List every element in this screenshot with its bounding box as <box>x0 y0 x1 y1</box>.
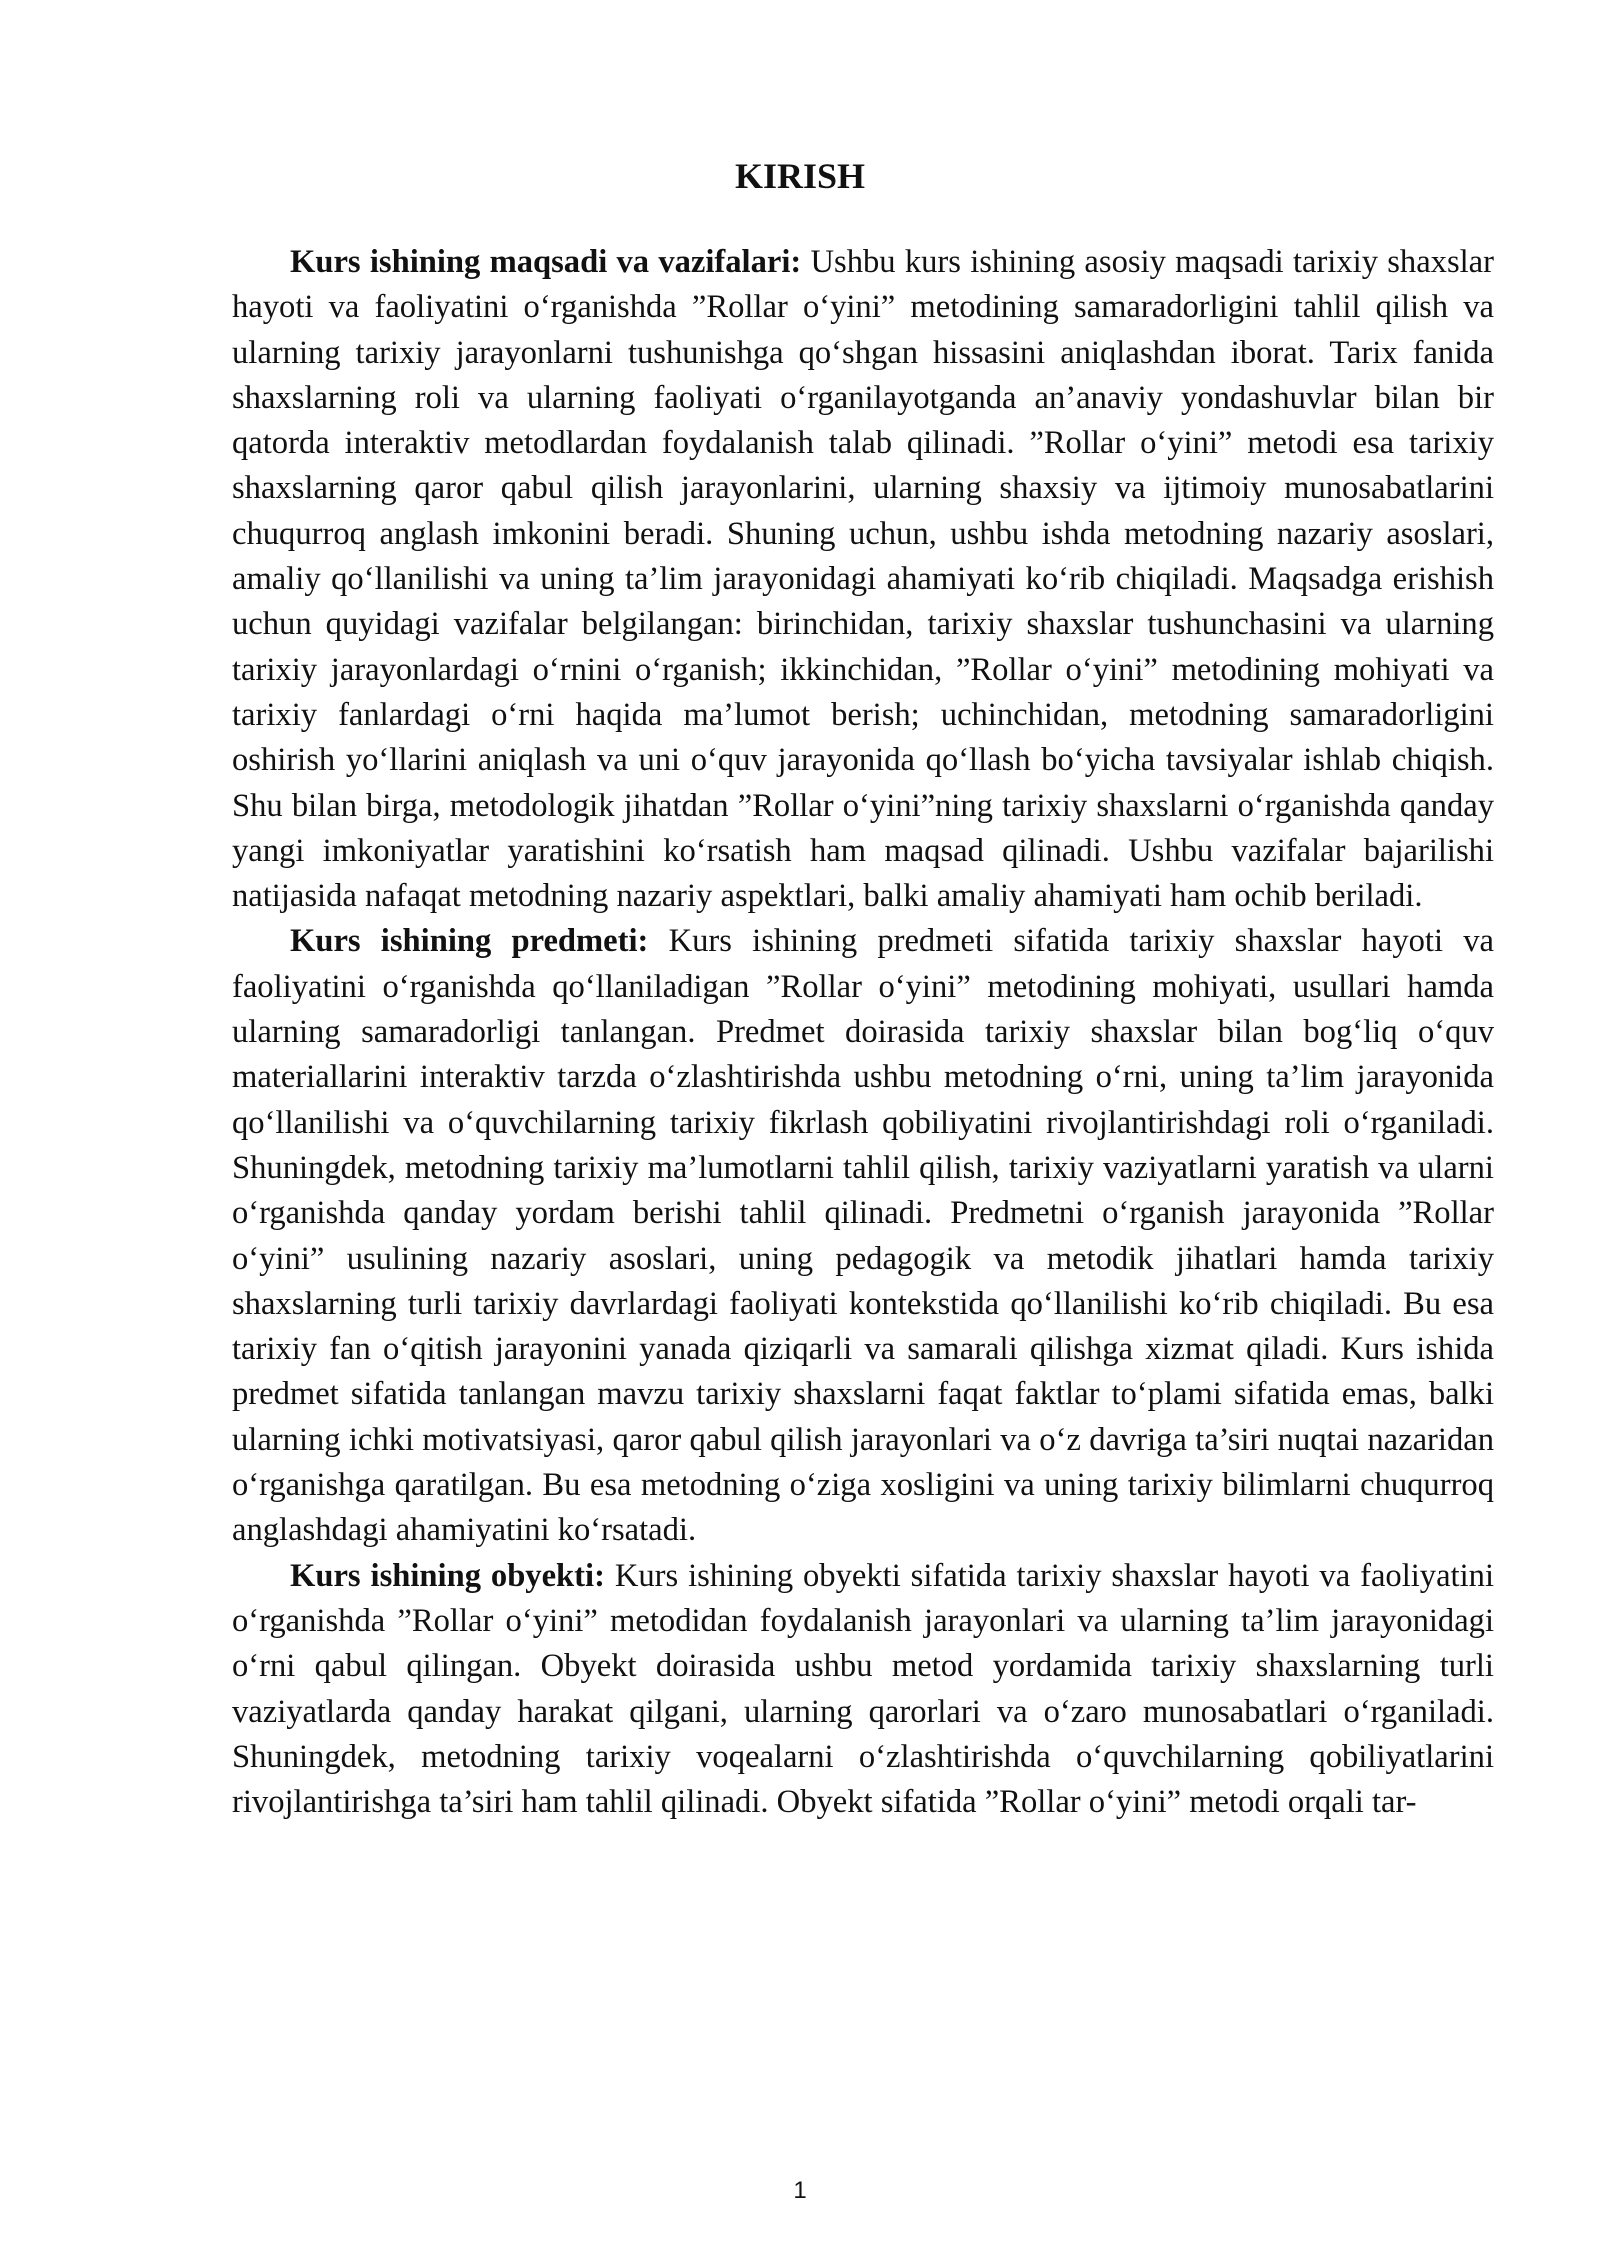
paragraph-lead: Kurs ishining maqsadi va vazifalari: <box>290 244 802 280</box>
paragraph-text: Kurs ishining obyekti sifatida tarixiy shaxslar hayoti va faoliyatini o‘rganishda ”Rollar o‘yini” metodidan foydalanish jarayonlari va ularning ta’lim jarayonidagi o‘rni qabul qilingan. Obyekt doirasida ushbu metod yordamida tarixiy shaxslarning turli vaziyatlarda qanday harakat qilgani, ularning qarorlari va o‘zaro munosabatlari o‘rganiladi. Shuningdek, metodning tarixiy voqealarni o‘zlashtirishda o‘quvchilarning qobiliyatlarini rivojlantirishga ta’siri ham tahlil qilinadi. Obyekt sifatida ”Rollar o‘yini” metodi orqali tar- <box>232 1557 1494 1821</box>
paragraph-obyekti <box>232 1554 1494 1826</box>
paragraph-text: Ushbu kurs ishining asosiy maqsadi tarixiy shaxslar hayoti va faoliyatini o‘rganishda ”Rollar o‘yini” metodining samaradorligini tahlil qilish va ularning tarixiy jarayonlarni tushunishga qo‘shgan hissasini aniqlashdan iborat. Tarix fanida shaxslarning roli va ularning faoliyati o‘rganilayotganda an’anaviy yondashuvlar bilan bir qatorda interaktiv metodlardan foydalanish talab qilinadi. ”Rollar o‘yini” metodi esa tarixiy shaxslarning qaror qabul qilish jarayonlarini, ularning shaxsiy va ijtimoiy munosabatlarini chuqurroq anglash imkonini beradi. Shuning uchun, ushbu ishda metodning nazariy asoslari, amaliy qo‘llanilishi va uning ta’lim jarayonidagi ahamiyati ko‘rib chiqiladi. Maqsadga erishish uchun quyidagi vazifalar belgilangan: birinchidan, tarixiy shaxslar tushunchasini va ularning tarixiy jarayonlardagi o‘rnini o‘rganish; ikkinchidan, ”Rollar o‘yini” metodining mohiyati va tarixiy fanlardagi o‘rni haqida ma’lumot berish; uchinchidan, metodning samaradorligini oshirish yo‘llarini aniqlash va uni o‘quv jarayonida qo‘llash bo‘yicha tavsiyalar ishlab chiqish. Shu bilan birga, metodologik jihatdan ”Rollar o‘yini”ning tarixiy shaxslarni o‘rganishda qanday yangi imkoniyatlar yaratishini ko‘rsatish ham maqsad qilinadi. Ushbu vazifalar bajarilishi natijasida nafaqat metodning nazariy aspektlari, balki amaliy ahamiyati ham ochib beriladi. <box>232 244 1494 915</box>
page-number: 1 <box>793 2177 807 2204</box>
page-title: KIRISH <box>734 156 866 196</box>
document-body <box>232 240 1494 1825</box>
paragraph-maqsadi <box>232 240 1494 919</box>
paragraph-text: Kurs ishining predmeti sifatida tarixiy shaxslar hayoti va faoliyatini o‘rganishda qo‘llaniladigan ”Rollar o‘yini” metodining mohiyati, usullari hamda ularning samaradorligi tanlangan. Predmet doirasida tarixiy shaxslar bilan bog‘liq o‘quv materiallarini interaktiv tarzda o‘zlashtirishda ushbu metodning o‘rni, uning ta’lim jarayonida qo‘llanilishi va o‘quvchilarning tarixiy fikrlash qobiliyatini rivojlantirishdagi roli o‘rganiladi. Shuningdek, metodning tarixiy ma’lumotlarni tahlil qilish, tarixiy vaziyatlarni yaratish va ularni o‘rganishda qanday yordam berishi tahlil qilinadi. Predmetni o‘rganish jarayonida ”Rollar o‘yini” usulining nazariy asoslari, uning pedagogik va metodik jihatlari hamda tarixiy shaxslarning turli tarixiy davrlardagi faoliyati kontekstida qo‘llanilishi ko‘rib chiqiladi. Bu esa tarixiy fan o‘qitish jarayonini yanada qiziqarli va samarali qilishga xizmat qiladi. Kurs ishida predmet sifatida tanlangan mavzu tarixiy shaxslarni faqat faktlar to‘plami sifatida emas, balki ularning ichki motivatsiyasi, qaror qabul qilish jarayonlari va o‘z davriga ta’siri nuqtai nazaridan o‘rganishga qaratilgan. Bu esa metodning o‘ziga xosligini va uning tarixiy bilimlarni chuqurroq anglashdagi ahamiyatini ko‘rsatadi. <box>232 923 1494 1549</box>
paragraph-predmeti <box>232 919 1494 1553</box>
paragraph-lead: Kurs ishining predmeti: <box>290 923 649 960</box>
paragraph-lead: Kurs ishining obyekti: <box>290 1557 605 1594</box>
